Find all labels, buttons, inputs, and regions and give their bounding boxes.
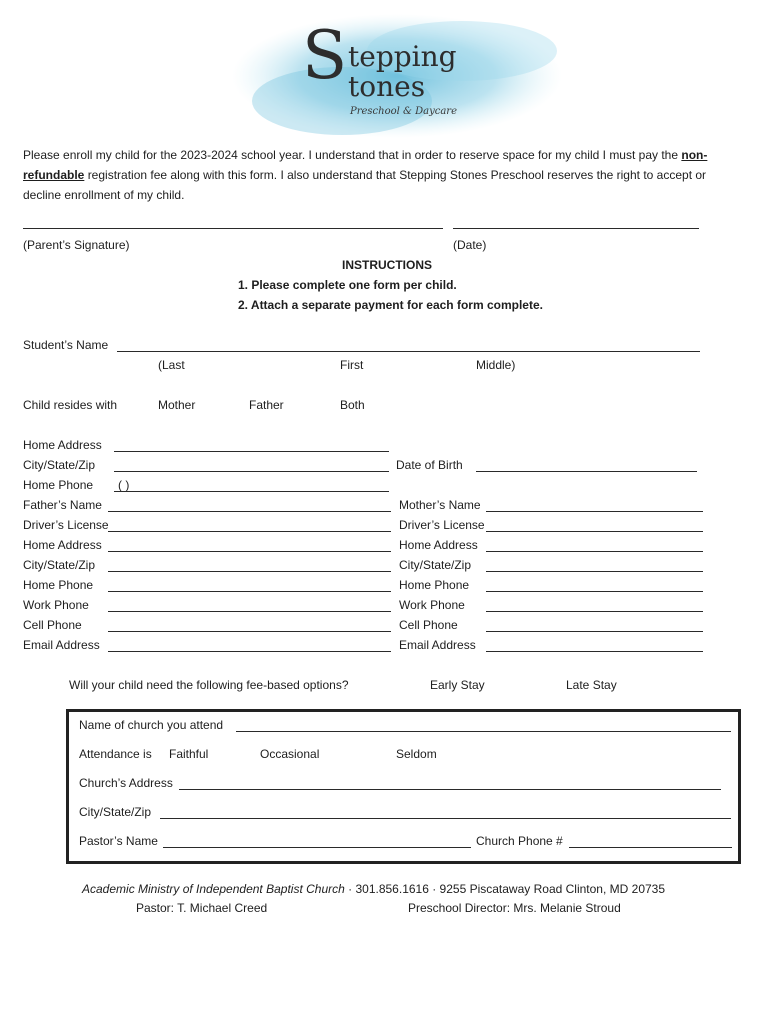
father-cell-phone-field[interactable] (108, 631, 391, 632)
father-fathers-name-label: Father’s Name (23, 498, 102, 512)
church-name-field[interactable] (236, 731, 731, 732)
mother-cell-phone-field[interactable] (486, 631, 703, 632)
home-address-field[interactable] (114, 451, 389, 452)
logo-word1: tepping (348, 40, 457, 73)
date-label: (Date) (453, 238, 487, 252)
mother-city-state-zip-field[interactable] (486, 571, 703, 572)
mother-mothers-name-label: Mother’s Name (399, 498, 481, 512)
father-work-phone-label: Work Phone (23, 598, 89, 612)
phone-area-code: ( ) (118, 478, 130, 492)
student-name-label: Student’s Name (23, 338, 109, 352)
mother-work-phone-label: Work Phone (399, 598, 465, 612)
footer-director: Preschool Director: Mrs. Melanie Stroud (408, 901, 621, 915)
father-home-phone-label: Home Phone (23, 578, 94, 592)
mother-city-state-zip-label: City/State/Zip (399, 558, 472, 572)
father-drivers-license-field[interactable] (108, 531, 391, 532)
instruction-item-1: 1. Please complete one form per child. (238, 278, 457, 292)
mother-drivers-license-field[interactable] (486, 531, 703, 532)
early-stay-option[interactable]: Early Stay (430, 678, 485, 692)
father-fathers-name-field[interactable] (108, 511, 391, 512)
mother-work-phone-field[interactable] (486, 611, 703, 612)
footer-pastor: Pastor: T. Michael Creed (136, 901, 268, 915)
church-city-field[interactable] (160, 818, 731, 819)
attendance-faithful[interactable]: Faithful (169, 747, 209, 761)
resides-option-mother[interactable]: Mother (158, 398, 196, 412)
father-drivers-license-label: Driver’s License (23, 518, 109, 532)
home-phone-field[interactable] (114, 491, 389, 492)
father-home-address-field[interactable] (108, 551, 391, 552)
resides-option-father[interactable]: Father (249, 398, 284, 412)
signature-date-line[interactable] (453, 228, 699, 229)
church-address-label: Church’s Address (79, 776, 173, 790)
mother-mothers-name-field[interactable] (486, 511, 703, 512)
intro-line-3: decline enrollment of my child. (23, 188, 185, 202)
home-phone-label: Home Phone (23, 478, 94, 492)
father-city-state-zip-label: City/State/Zip (23, 558, 96, 572)
stepping-stones-logo (232, 6, 572, 142)
attendance-label: Attendance is (79, 747, 152, 761)
mother-email-address-field[interactable] (486, 651, 703, 652)
intro-line-1 (23, 148, 707, 162)
church-phone-field[interactable] (569, 847, 732, 848)
last-name-caption: (Last (158, 358, 185, 372)
father-city-state-zip-field[interactable] (108, 571, 391, 572)
father-home-phone-field[interactable] (108, 591, 391, 592)
intro-text-1: Please enroll my child for the 2023-2024 school year. I understand that in order to reserve space for my child I must pay the (23, 148, 679, 162)
mother-home-phone-field[interactable] (486, 591, 703, 592)
parent-signature-line[interactable] (23, 228, 443, 229)
late-stay-option[interactable]: Late Stay (566, 678, 617, 692)
logo-word2: tones (348, 70, 426, 103)
father-home-address-label: Home Address (23, 538, 102, 552)
father-work-phone-field[interactable] (108, 611, 391, 612)
mother-drivers-license-label: Driver’s License (399, 518, 485, 532)
pastor-name-label: Pastor’s Name (79, 834, 158, 848)
parent-signature-label: (Parent’s Signature) (23, 238, 130, 252)
instructions-title: INSTRUCTIONS (342, 258, 432, 272)
pastor-name-field[interactable] (163, 847, 471, 848)
non-refundable-emphasis-2: refundable (23, 168, 85, 182)
student-name-field[interactable] (117, 351, 700, 352)
father-cell-phone-label: Cell Phone (23, 618, 82, 632)
father-email-address-field[interactable] (108, 651, 391, 652)
instruction-item-2: 2. Attach a separate payment for each form complete. (238, 298, 543, 312)
logo-s-letter: S (302, 17, 348, 94)
mother-home-phone-label: Home Phone (399, 578, 470, 592)
city-state-zip-label: City/State/Zip (23, 458, 96, 472)
first-name-caption: First (340, 358, 364, 372)
mother-cell-phone-label: Cell Phone (399, 618, 458, 632)
attendance-occasional[interactable]: Occasional (260, 747, 320, 761)
mother-home-address-field[interactable] (486, 551, 703, 552)
church-phone-label: Church Phone # (476, 834, 563, 848)
non-refundable-emphasis-1: non- (681, 148, 708, 162)
date-of-birth-field[interactable] (476, 471, 697, 472)
church-address-field[interactable] (179, 789, 721, 790)
intro-line-2 (23, 168, 706, 182)
father-email-address-label: Email Address (23, 638, 100, 652)
date-of-birth-label: Date of Birth (396, 458, 463, 472)
child-resides-label: Child resides with (23, 398, 118, 412)
mother-home-address-label: Home Address (399, 538, 478, 552)
footer-ministry: Academic Ministry of Independent Baptist Church (82, 882, 345, 896)
attendance-seldom[interactable]: Seldom (396, 747, 437, 761)
home-address-label: Home Address (23, 438, 102, 452)
resides-option-both[interactable]: Both (340, 398, 365, 412)
footer-contact-line (82, 882, 665, 896)
intro-text-2: registration fee along with this form. I also understand that Stepping Stones Preschool reserves the right to accept or (87, 168, 707, 182)
logo-tagline: Preschool & Daycare (350, 106, 457, 117)
church-city-label: City/State/Zip (79, 805, 152, 819)
mother-email-address-label: Email Address (399, 638, 476, 652)
city-state-zip-field[interactable] (114, 471, 389, 472)
middle-name-caption: Middle) (476, 358, 516, 372)
church-name-label: Name of church you attend (79, 718, 224, 732)
footer-contact: · 301.856.1616 · 9255 Piscataway Road Clinton, MD 20735 (344, 882, 666, 896)
fee-options-question: Will your child need the following fee-based options? (69, 678, 349, 692)
